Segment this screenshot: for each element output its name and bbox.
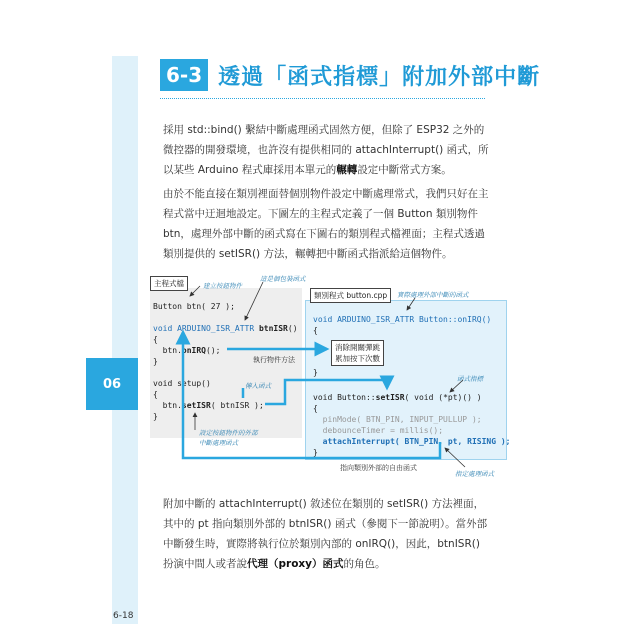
code-line-onirq-def: void ARDUINO_ISR_ATTR Button::onIRQ(): [313, 315, 492, 324]
code-line-debounce: debounceTimer = millis();: [313, 426, 444, 435]
code-line-setisr-call: btn.setISR( btnISR );: [153, 401, 264, 410]
note-wrapper-function: 這是個包裝函式: [260, 275, 306, 283]
paragraph-1-tail: 設定中斷常式方案。: [357, 164, 452, 176]
class-file-label: 類別程式 button.cpp: [310, 288, 391, 303]
chapter-tab: 06: [86, 358, 138, 410]
code-line-setup: void setup(): [153, 379, 211, 388]
paragraph-3-bold: 代理（proxy）函式: [247, 558, 344, 570]
note-set-handler: 指定處理函式: [455, 470, 494, 478]
arrow-pointer-loop: [183, 332, 440, 458]
note-pass-function: 傳入函式: [245, 382, 271, 390]
code-line-btn-decl: Button btn( 27 );: [153, 302, 235, 311]
paragraph-1-bold: 輾轉: [336, 164, 358, 176]
code-figure: [145, 270, 515, 480]
code-line-onirq-call: btn.onIRQ();: [153, 346, 221, 355]
code-line-btnisr: void ARDUINO_ISR_ATTR btnISR(): [153, 324, 298, 333]
code-line-brace: }: [313, 448, 318, 457]
code-line-brace: {: [153, 335, 158, 344]
section-title: 透過「函式指標」附加外部中斷: [218, 64, 541, 90]
code-line-brace: }: [153, 412, 158, 421]
arrow-setisr: [265, 380, 387, 404]
main-file-label: 主程式檔: [150, 276, 188, 291]
section-heading: [160, 57, 540, 93]
flow-arrows: [145, 270, 515, 480]
page-number: 6-18: [113, 611, 134, 621]
section-number: 6-3: [160, 59, 208, 91]
code-line-brace: {: [153, 390, 158, 399]
note-free-function: 指向類別外部的自由函式: [340, 464, 417, 472]
paragraph-1-text: 採用 std::bind() 繫結中斷處理函式固然方便，但除了 ESP32 之外的微控器的開發環境，也許沒有提供相同的 attachInterrupt() 函式，所以某些 Arduino 程式庫採用本單元的: [163, 124, 489, 176]
paragraph-3: [163, 494, 493, 574]
side-strip: [112, 56, 138, 624]
section-rule: [160, 98, 485, 99]
code-line-brace: }: [153, 357, 158, 366]
note-actual-handler: 實際處理外部中斷的函式: [397, 291, 469, 299]
paragraph-3-text: 附加中斷的 attachInterrupt() 敘述位在類別的 setISR() 方法裡面，其中的 pt 指向類別外部的 btnISR() 函式（參閱下一節說明）。當外部中斷發生時，實際將執行位於類別內部的 onIRQ()，因此，btnISR() 扮演中間人或者說: [163, 498, 488, 570]
paragraph-3-tail: 的角色。: [343, 558, 386, 570]
code-line-attachinterrupt: attachInterrupt( BTN_PIN, pt, RISING );: [313, 437, 511, 446]
code-line-pinmode: pinMode( BTN_PIN, INPUT_PULLUP );: [313, 415, 482, 424]
code-line-brace: {: [313, 326, 318, 335]
note-create-object: 建立按鈕物件: [203, 282, 242, 290]
note-exec-method: 執行物件方法: [253, 356, 295, 364]
code-line-brace: {: [313, 404, 318, 413]
note-set-isr: 設定按鈕物件的外部中斷處理函式: [199, 429, 258, 447]
callout-line: 消除開關彈跳: [335, 343, 380, 352]
note-function-pointer: 函式指標: [457, 375, 483, 383]
callout-line: 累加按下次數: [335, 354, 380, 363]
code-line-brace: }: [313, 368, 318, 377]
paragraph-2: 由於不能直接在類別裡面替個別物件設定中斷處理常式，我們只好在主程式當中迂迴地設定。下圖左的主程式定義了一個 Button 類別物件 btn，處理外部中斷的函式寫在下圖右的類別程式檔裡面；主程式透過類別提供的 setISR() 方法，輾轉把中斷函式指派給這個物件。: [163, 188, 489, 260]
paragraph-1: [163, 120, 493, 180]
code-line-setisr-def: void Button::setISR( void (*pt)() ): [313, 393, 482, 402]
